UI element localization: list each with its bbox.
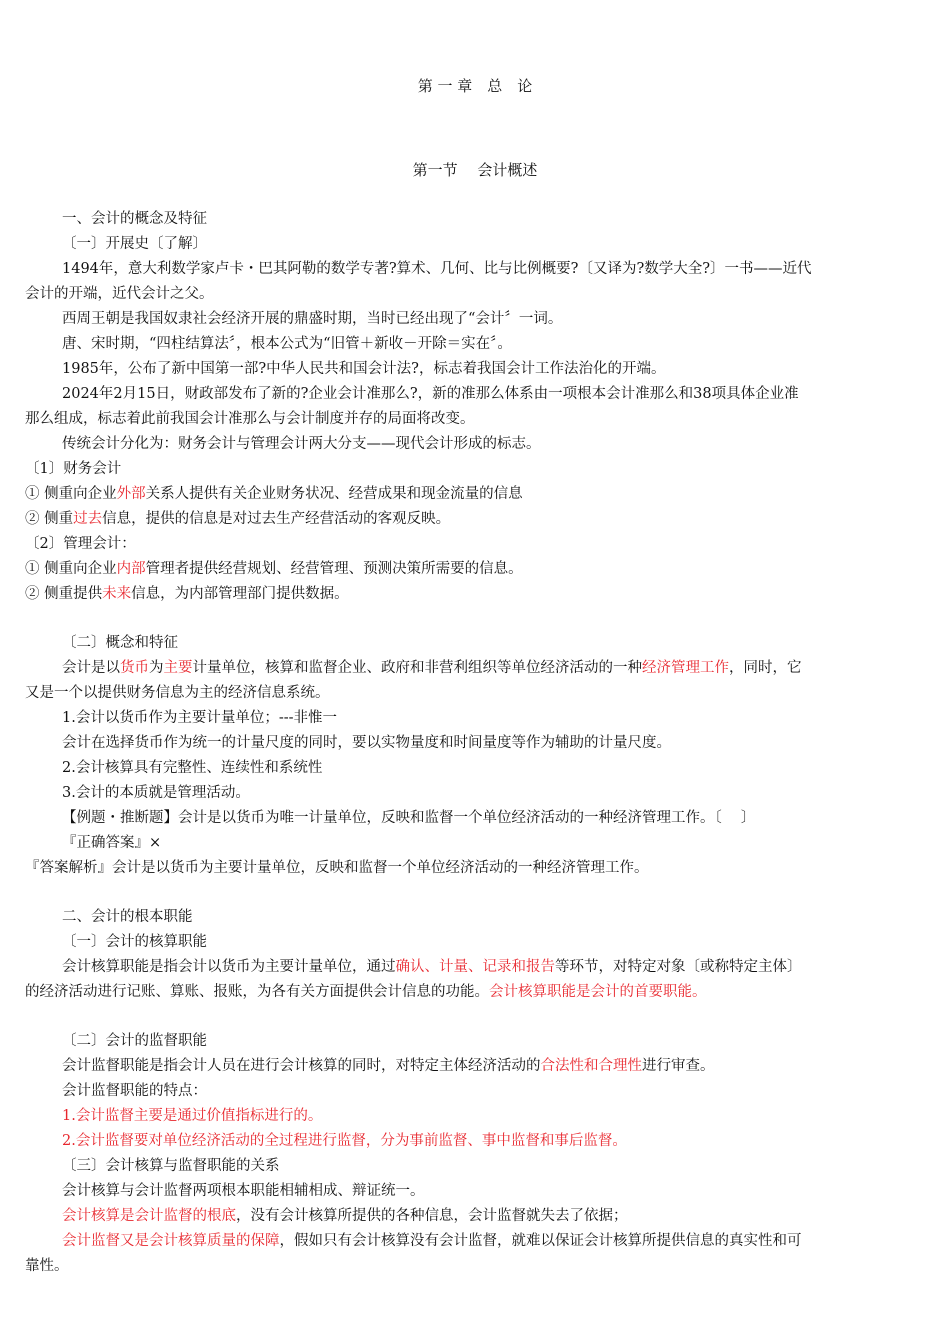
text-line-p1b <box>25 284 214 304</box>
chapter-title: 第 一 章 总 论 <box>417 77 533 95</box>
text-line-f1b <box>25 509 450 529</box>
text-segment: 会计是以 <box>62 660 120 676</box>
text-line-c6 <box>62 808 755 828</box>
text-segment: 2024年2月15日，财政部发布了新的?企业会计准那么?，新的准那么体系由一项根本会计准那么和38项具体企业准 <box>62 386 799 402</box>
highlight-text: 主要 <box>163 660 193 676</box>
text-line-r3a <box>62 1231 802 1251</box>
text-line-c1b <box>25 683 330 703</box>
text-segment: 信息，为内部管理部门提供数据。 <box>131 586 349 602</box>
text-segment: 〔1〕财务会计 <box>25 461 122 477</box>
text-segment: 会计的开端，近代会计之父。 <box>25 286 214 302</box>
text-segment: 〔二〕会计的监督职能 <box>62 1033 207 1049</box>
text-segment: 那么组成，标志着此前我国会计准那么与会计制度并存的局面将改变。 <box>25 411 475 427</box>
text-line-f1 <box>25 459 121 479</box>
highlight-text: 2.会计监督要对单位经济活动的全过程进行监督，分为事前监督、事中监督和事后监督。 <box>62 1133 627 1149</box>
text-line-h1b <box>62 633 178 653</box>
text-line-f2a <box>25 559 523 579</box>
text-line-r2 <box>62 1206 628 1226</box>
text-segment: 1494年，意大利数学家卢卡・巴其阿勒的数学专著?算术、几何、比与比例概要?〔又译为?数学大全?〕一书——近代 <box>62 261 812 277</box>
text-segment: 会计核算职能是指会计以货币为主要计量单位，通过 <box>62 959 396 975</box>
highlight-text: 1.会计监督主要是通过价值指标进行的。 <box>62 1108 323 1124</box>
text-segment: 〔2〕管理会计： <box>25 536 136 552</box>
highlight-text: 会计监督又是会计核算质量的保障 <box>62 1233 280 1249</box>
text-segment: 3.会计的本质就是管理活动。 <box>62 785 250 801</box>
text-line-f1a <box>25 484 523 504</box>
text-line-p5b <box>25 409 475 429</box>
text-segment: 进行审查。 <box>642 1058 715 1074</box>
text-segment: 为 <box>149 660 164 676</box>
text-segment: 〔三〕会计核算与监督职能的关系 <box>62 1158 280 1174</box>
text-segment: 会计监督职能是指会计人员在进行会计核算的同时，对特定主体经济活动的 <box>62 1058 541 1074</box>
text-line-r1 <box>62 1181 425 1201</box>
highlight-text: 未来 <box>102 586 132 602</box>
text-segment: 管理者提供经营规划、经营管理、预测决策所需要的信息。 <box>145 561 523 577</box>
text-segment: ② 侧重提供 <box>25 586 103 602</box>
text-line-p3 <box>62 334 512 354</box>
text-line-c5 <box>62 783 250 803</box>
text-line-m4 <box>62 1131 627 1151</box>
highlight-text: 内部 <box>116 561 146 577</box>
text-line-k1b <box>25 982 707 1002</box>
section-title: 第一节 会计概述 <box>412 161 538 179</box>
text-segment: 的经济活动进行记账、算账、报账，为各有关方面提供会计信息的功能。 <box>25 984 489 1000</box>
text-line-p2 <box>62 309 562 329</box>
text-segment: 〔一〕开展史〔了解〕 <box>62 236 207 252</box>
text-segment: ② 侧重 <box>25 511 74 527</box>
text-line-p5a <box>62 384 799 404</box>
highlight-text: 合法性和合理性 <box>540 1058 642 1074</box>
text-line-k1a <box>62 957 802 977</box>
text-line-h1a <box>62 234 207 254</box>
text-segment: ，假如只有会计核算没有会计监督，就难以保证会计核算所提供信息的真实性和可 <box>279 1233 802 1249</box>
text-line-h2 <box>62 907 193 927</box>
text-segment: ① 侧重向企业 <box>25 486 117 502</box>
highlight-text: 过去 <box>73 511 103 527</box>
text-line-p1a <box>62 259 812 279</box>
text-segment: 传统会计分化为：财务会计与管理会计两大分支——现代会计形成的标志。 <box>62 436 541 452</box>
text-segment: 〔一〕会计的核算职能 <box>62 934 207 950</box>
text-line-p4 <box>62 359 665 379</box>
text-line-m2 <box>62 1081 207 1101</box>
text-segment: 1985年，公布了新中国第一部?中华人民共和国会计法?，标志着我国会计工作法治化的开端。 <box>62 361 666 377</box>
text-segment: 2.会计核算具有完整性、连续性和系统性 <box>62 760 323 776</box>
text-segment: ，同时，它 <box>729 660 802 676</box>
text-segment: 会计核算与会计监督两项根本职能相辅相成、辩证统一。 <box>62 1183 425 1199</box>
text-segment: ① 侧重向企业 <box>25 561 117 577</box>
text-line-r3b <box>25 1256 69 1276</box>
text-segment: 〔二〕概念和特征 <box>62 635 178 651</box>
text-segment: ，没有会计核算所提供的各种信息，会计监督就失去了依据； <box>236 1208 628 1224</box>
text-segment: 会计在选择货币作为统一的计量尺度的同时，要以实物量度和时间量度等作为辅助的计量尺度。 <box>62 735 671 751</box>
text-segment: 关系人提供有关企业财务状况、经营成果和现金流量的信息 <box>145 486 523 502</box>
highlight-text: 经济管理工作 <box>642 660 729 676</box>
text-line-c1a <box>62 658 802 678</box>
highlight-text: 会计核算是会计监督的根底 <box>62 1208 236 1224</box>
text-segment: 一、会计的概念及特征 <box>62 211 207 227</box>
text-line-h1 <box>62 209 207 229</box>
text-segment: 等环节，对特定对象〔或称特定主体〕 <box>555 959 802 975</box>
text-segment: 【例题・推断题】会计是以货币为唯一计量单位，反映和监督一个单位经济活动的一种经济管理工作。〔 〕 <box>62 810 756 826</box>
text-segment: 西周王朝是我国奴隶社会经济开展的鼎盛时期，当时已经出现了“会计〞一词。 <box>62 311 563 327</box>
text-segment: 信息，提供的信息是对过去生产经营活动的客观反映。 <box>102 511 451 527</box>
text-line-c2 <box>62 708 337 728</box>
text-line-m3 <box>62 1106 322 1126</box>
text-line-h2a <box>62 932 207 952</box>
text-segment: 靠性。 <box>25 1258 69 1274</box>
highlight-text: 会计核算职能是会计的首要职能。 <box>489 984 707 1000</box>
text-segment: 『答案解析』会计是以货币为主要计量单位，反映和监督一个单位经济活动的一种经济管理工作。 <box>25 860 649 876</box>
text-line-c7 <box>62 833 161 853</box>
text-segment: 1.会计以货币作为主要计量单位；---非惟一 <box>62 710 338 726</box>
text-line-m1 <box>62 1056 715 1076</box>
text-line-p6 <box>62 434 541 454</box>
text-segment: 二、会计的根本职能 <box>62 909 193 925</box>
text-line-h2c <box>62 1156 280 1176</box>
text-line-c8 <box>25 858 649 878</box>
text-segment: 会计监督职能的特点： <box>62 1083 207 1099</box>
text-segment: 唐、宋时期，“四柱结算法〞，根本公式为“旧管＋新收－开除＝实在〞。 <box>62 336 512 352</box>
highlight-text: 外部 <box>116 486 146 502</box>
text-line-c4 <box>62 758 322 778</box>
highlight-text: 货币 <box>120 660 149 676</box>
text-segment: 『正确答案』× <box>62 835 162 851</box>
text-segment: 又是一个以提供财务信息为主的经济信息系统。 <box>25 685 330 701</box>
text-line-c3 <box>62 733 671 753</box>
text-line-h2b <box>62 1031 207 1051</box>
text-line-f2b <box>25 584 349 604</box>
text-segment: 计量单位，核算和监督企业、政府和非营利组织等单位经济活动的一种 <box>192 660 642 676</box>
text-line-f2 <box>25 534 136 554</box>
highlight-text: 确认、计量、记录和报告 <box>395 959 555 975</box>
